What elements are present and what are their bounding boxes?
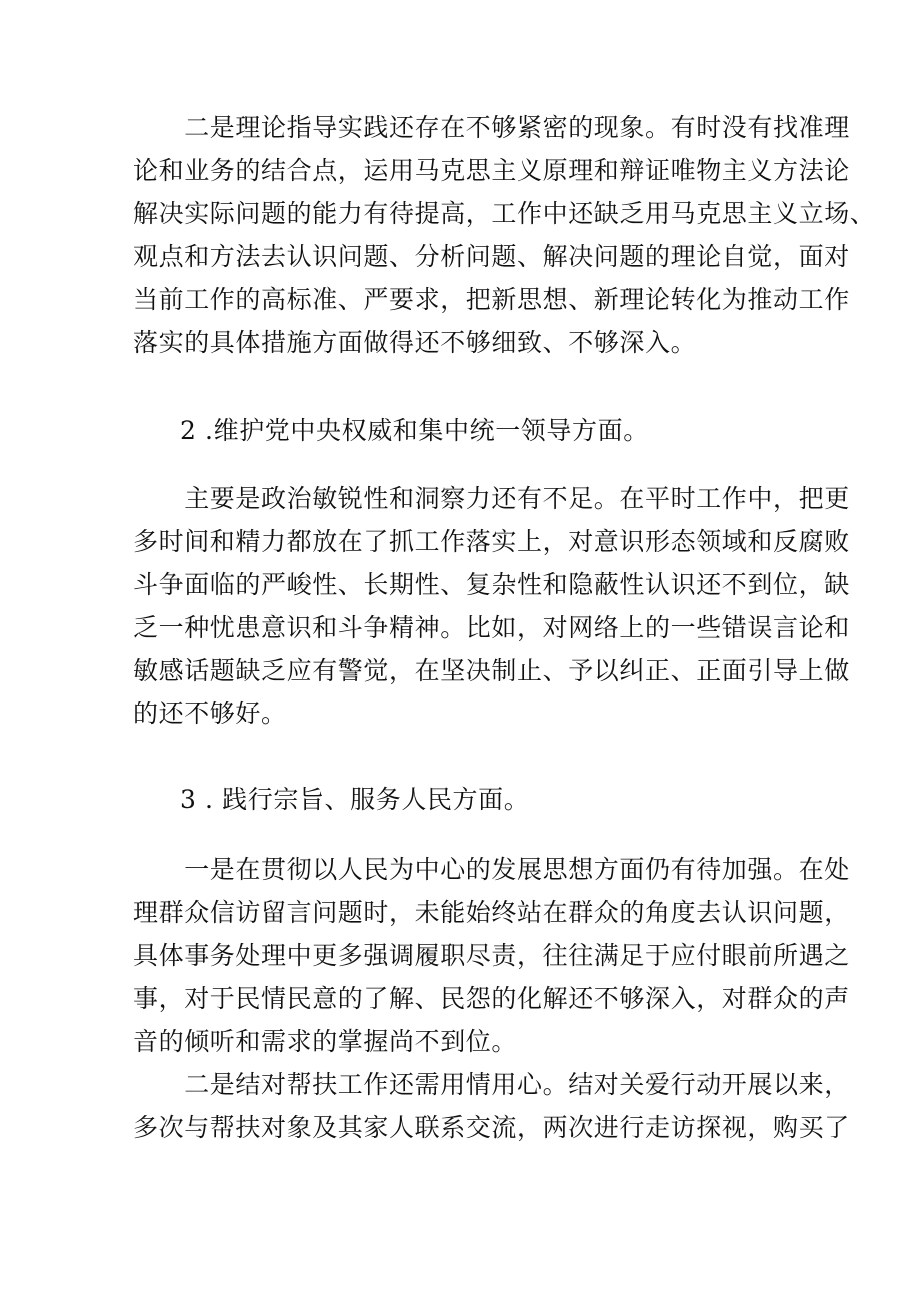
text-line: 观点和方法去认识问题、分析问题、解决问题的理论自觉，面对 [133, 242, 850, 271]
text-line: 主要是政治敏锐性和洞察力还有不足。在平时工作中，把更 [133, 484, 850, 513]
paragraph-paired-assistance [133, 1063, 850, 1149]
text-line: 多次与帮扶对象及其家人联系交流，两次进行走访探视，购买了 [133, 1113, 850, 1142]
text-line: 落实的具体措施方面做得还不够细致、不够深入。 [133, 328, 697, 357]
section-heading-2: 2 .维护党中央权威和集中统一领导方面。 [180, 416, 649, 445]
text-line: 当前工作的高标准、严要求，把新思想、新理论转化为推动工作 [133, 285, 850, 314]
text-line: 事，对于民情民意的了解、民怨的化解还不够深入，对群众的声 [133, 984, 850, 1013]
section-heading-3: 3 . 践行宗旨、服务人民方面。 [180, 785, 530, 814]
paragraph-political-sensitivity [133, 477, 850, 735]
text-line: 乏一种忧患意识和斗争精神。比如，对网络上的一些错误言论和 [133, 613, 850, 642]
text-line: 论和业务的结合点，运用马克思主义原理和辩证唯物主义方法论 [133, 156, 850, 185]
text-line: 斗争面临的严峻性、长期性、复杂性和隐蔽性认识还不到位，缺 [133, 570, 850, 599]
text-line: 多时间和精力都放在了抓工作落实上，对意识形态领域和反腐败 [133, 527, 850, 556]
text-line: 音的倾听和需求的掌握尚不到位。 [133, 1027, 518, 1056]
text-line: 一是在贯彻以人民为中心的发展思想方面仍有待加强。在处 [133, 855, 850, 884]
text-line: 二是结对帮扶工作还需用情用心。结对关爱行动开展以来， [133, 1070, 850, 1099]
paragraph-people-centered [133, 848, 850, 1063]
paragraph-theory-practice [133, 106, 876, 364]
text-line: 二是理论指导实践还存在不够紧密的现象。有时没有找准理 [133, 113, 850, 142]
text-line: 的还不够好。 [133, 699, 287, 728]
text-line: 敏感话题缺乏应有警觉，在坚决制止、予以纠正、正面引导上做 [133, 656, 850, 685]
text-line: 具体事务处理中更多强调履职尽责，往往满足于应付眼前所遇之 [133, 941, 850, 970]
text-line: 解决实际问题的能力有待提高，工作中还缺乏用马克思主义立场、 [133, 199, 876, 228]
text-line: 理群众信访留言问题时，未能始终站在群众的角度去认识问题， [133, 898, 850, 927]
